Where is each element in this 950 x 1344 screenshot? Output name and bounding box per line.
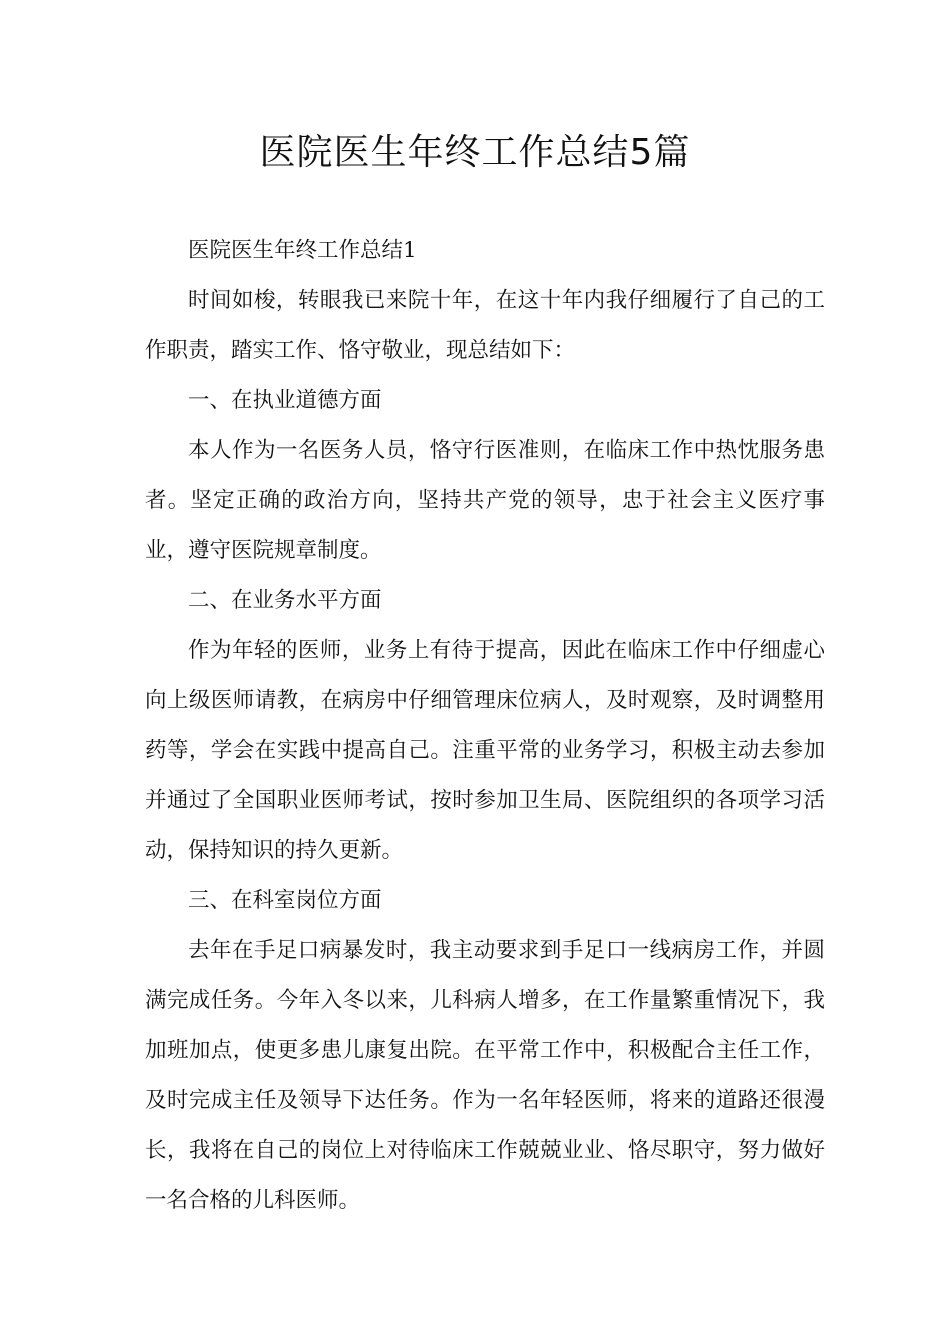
body-paragraph: 去年在手足口病暴发时，我主动要求到手足口一线病房工作，并圆满完成任务。今年入冬以来，儿科病人增多，在工作量繁重情况下，我加班加点，使更多患儿康复出院。在平常工作中，积极配合主任工作，及时完成主任及领导下达任务。作为一名年轻医师，将来的道路还很漫长，我将在自己的岗位上对待临床工作兢兢业业、恪尽职守，努力做好一名合格的儿科医师。 [145, 938, 825, 1213]
body-paragraph: 时间如梭，转眼我已来院十年，在这十年内我仔细履行了自己的工作职责，踏实工作、恪守敬业，现总结如下： [145, 288, 825, 363]
section-heading: 医院医生年终工作总结1 [188, 238, 417, 263]
subsection-heading: 三、在科室岗位方面 [188, 888, 382, 913]
body-paragraph: 本人作为一名医务人员，恪守行医准则，在临床工作中热忱服务患者。坚定正确的政治方向，坚持共产党的领导，忠于社会主义医疗事业，遵守医院规章制度。 [145, 438, 825, 563]
body-paragraph: 作为年轻的医师，业务上有待于提高，因此在临床工作中仔细虚心向上级医师请教，在病房中仔细管理床位病人，及时观察，及时调整用药等，学会在实践中提高自己。注重平常的业务学习，积极主动去参加并通过了全国职业医师考试，按时参加卫生局、医院组织的各项学习活动，保持知识的持久更新。 [145, 638, 825, 863]
document-body [145, 226, 825, 1226]
subsection-heading: 二、在业务水平方面 [188, 588, 382, 613]
subsection-heading: 一、在执业道德方面 [188, 388, 382, 413]
document-title: 医院医生年终工作总结5篇 [259, 132, 691, 173]
